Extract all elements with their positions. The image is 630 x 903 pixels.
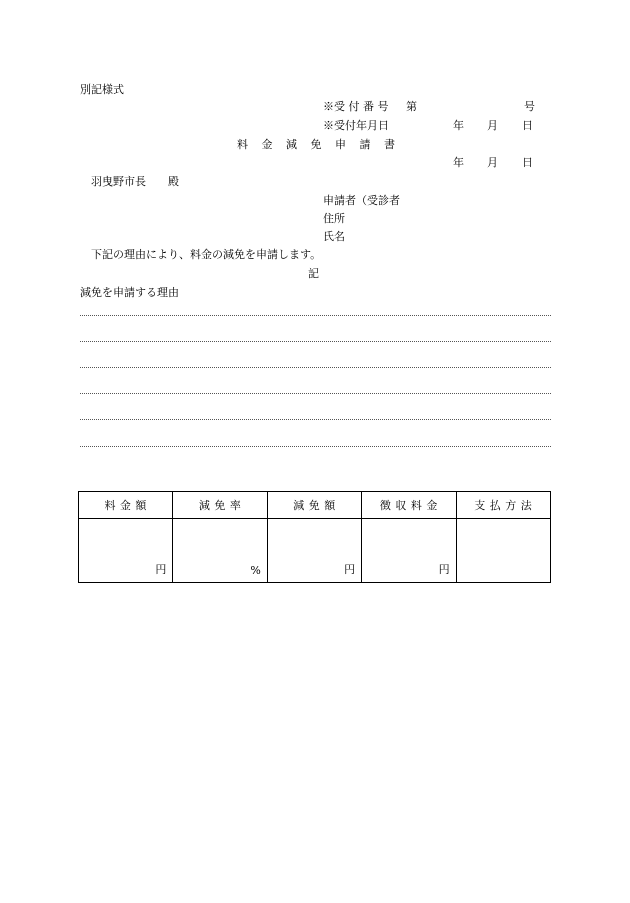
form-label: 別記様式 [80, 83, 124, 96]
header-reduction-rate: 減 免 率 [173, 492, 267, 519]
receipt-date-day: 日 [522, 119, 533, 132]
form-title: 料 金 減 免 申 請 書 [237, 138, 395, 151]
reason-label: 減免を申請する理由 [80, 286, 179, 299]
application-date-day: 日 [522, 156, 533, 169]
name-label: 氏名 [323, 230, 345, 243]
reason-line[interactable] [80, 419, 551, 420]
collected-fee-cell[interactable] [362, 519, 456, 583]
address-label: 住所 [323, 212, 345, 225]
fee-table [78, 491, 551, 583]
reason-line[interactable] [80, 393, 551, 394]
payment-method-cell[interactable] [456, 519, 550, 583]
fee-table-row [79, 519, 551, 583]
reason-line[interactable] [80, 315, 551, 316]
percent-unit: % [250, 564, 261, 577]
reason-line[interactable] [80, 446, 551, 447]
application-date-year: 年 [453, 156, 464, 169]
intro-text: 下記の理由により、料金の減免を申請します。 [91, 248, 322, 261]
fee-table-header-row [79, 492, 551, 519]
ki-label: 記 [308, 267, 319, 280]
header-fee-amount: 料 金 額 [79, 492, 173, 519]
yen-unit: 円 [438, 563, 450, 576]
receipt-number-prefix: 第 [406, 100, 417, 113]
yen-unit: 円 [155, 563, 167, 576]
receipt-number-label: ※受 付 番 号 [323, 100, 389, 113]
receipt-number-suffix: 号 [524, 100, 535, 113]
receipt-date-year: 年 [453, 119, 464, 132]
receipt-date-label: ※受付年月日 [323, 119, 389, 132]
reason-line[interactable] [80, 367, 551, 368]
header-collected-fee: 徴 収 料 金 [362, 492, 456, 519]
applicant-label: 申請者（受診者 [323, 194, 400, 207]
reduction-amount-cell[interactable] [267, 519, 361, 583]
fee-amount-cell[interactable] [79, 519, 173, 583]
application-date-month: 月 [487, 156, 498, 169]
reduction-rate-cell[interactable] [173, 519, 267, 583]
receipt-date-month: 月 [487, 119, 498, 132]
header-payment-method: 支 払 方 法 [456, 492, 550, 519]
addressee: 羽曳野市長 殿 [91, 175, 179, 188]
reason-line[interactable] [80, 341, 551, 342]
yen-unit: 円 [344, 563, 356, 576]
header-reduction-amount: 減 免 額 [267, 492, 361, 519]
